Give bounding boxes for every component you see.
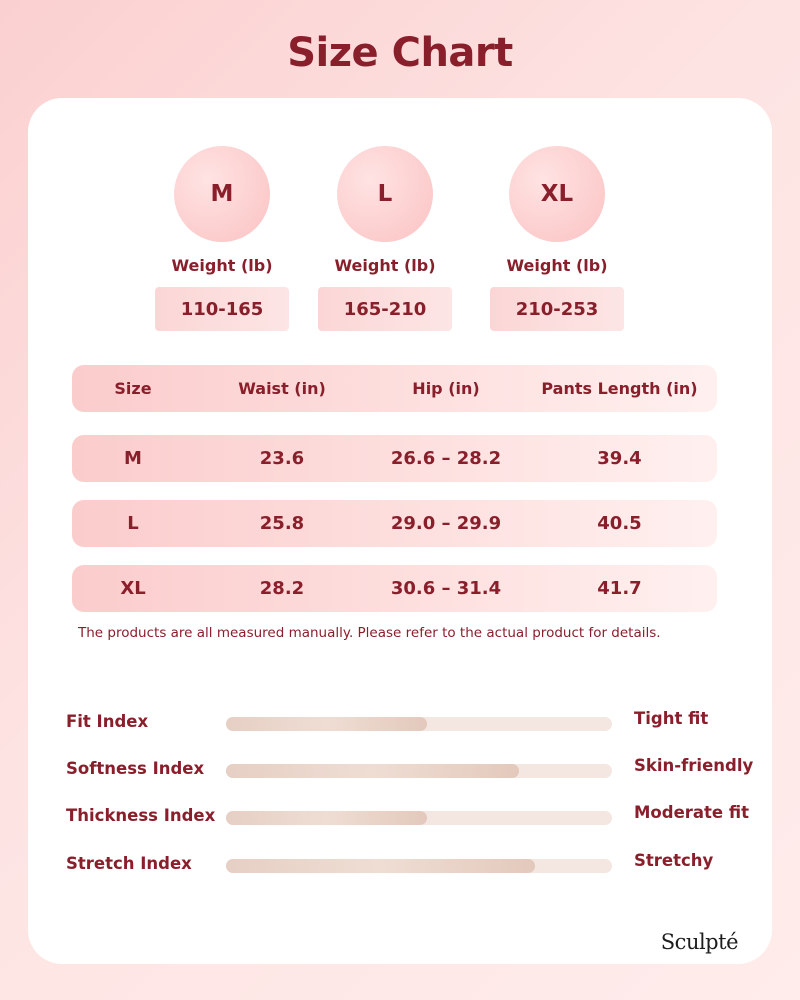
cell-pants-length: 41.7 <box>597 578 642 599</box>
fit-index <box>28 708 772 738</box>
page-title: Size Chart <box>287 30 513 76</box>
size-column-m <box>152 146 292 331</box>
cell-waist: 28.2 <box>259 578 305 599</box>
index-fill <box>226 859 535 873</box>
size-column-l <box>315 146 455 331</box>
cell-pants-length: 40.5 <box>597 513 642 534</box>
size-circle: L <box>337 146 433 242</box>
table-row <box>72 565 717 612</box>
cell-hip: 29.0 – 29.9 <box>390 513 502 534</box>
table-header <box>72 365 717 412</box>
index-track <box>226 764 612 778</box>
index-value: Stretchy <box>634 851 714 870</box>
size-column-xl <box>487 146 627 331</box>
index-track <box>226 717 612 731</box>
index-track <box>226 811 612 825</box>
index-fill <box>226 717 427 731</box>
weight-label: Weight (lb) <box>334 256 436 275</box>
cell-waist: 23.6 <box>259 448 305 469</box>
table-row <box>72 500 717 547</box>
header-pants-length: Pants Length (in) <box>541 379 698 398</box>
header-waist: Waist (in) <box>238 379 326 398</box>
weight-value: 210-253 <box>490 287 624 331</box>
index-track <box>226 859 612 873</box>
index-fill <box>226 764 519 778</box>
cell-hip: 26.6 – 28.2 <box>390 448 502 469</box>
weight-value: 110-165 <box>155 287 289 331</box>
cell-pants-length: 39.4 <box>597 448 642 469</box>
thickness-index <box>28 802 772 832</box>
weight-value: 165-210 <box>318 287 452 331</box>
index-label: Softness Index <box>66 759 205 778</box>
size-circle: M <box>174 146 270 242</box>
index-label: Fit Index <box>66 712 149 731</box>
cell-waist: 25.8 <box>259 513 305 534</box>
weight-label: Weight (lb) <box>506 256 608 275</box>
cell-size: XL <box>120 578 146 599</box>
index-value: Skin-friendly <box>634 756 754 775</box>
size-chart-card <box>28 98 772 964</box>
stretch-index <box>28 850 772 880</box>
softness-index <box>28 755 772 785</box>
table-row <box>72 435 717 482</box>
index-label: Thickness Index <box>66 806 216 825</box>
cell-size: L <box>127 513 139 534</box>
size-circle: XL <box>509 146 605 242</box>
index-fill <box>226 811 427 825</box>
index-value: Tight fit <box>634 709 709 728</box>
cell-hip: 30.6 – 31.4 <box>390 578 502 599</box>
weight-label: Weight (lb) <box>171 256 273 275</box>
index-label: Stretch Index <box>66 854 192 873</box>
brand-logo: Sculpté <box>660 930 738 954</box>
header-size: Size <box>114 379 152 398</box>
header-hip: Hip (in) <box>412 379 480 398</box>
cell-size: M <box>124 448 142 469</box>
index-value: Moderate fit <box>634 803 749 822</box>
measurement-note: The products are all measured manually. Please refer to the actual product for details. <box>78 625 661 641</box>
